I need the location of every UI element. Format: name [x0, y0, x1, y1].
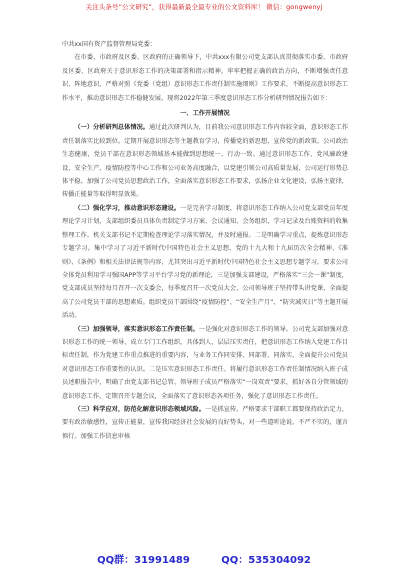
- paragraph-study: [62, 202, 348, 323]
- paragraph-leadership: [62, 323, 348, 403]
- promo-banner: 关注头条号“公文研究”，获得最新最全最专业的公文资料库！ 微信：gongwenyj: [85, 3, 323, 11]
- qq-label: QQ：535304092: [221, 555, 311, 566]
- qq-group-label: QQ群：31991489: [97, 555, 190, 566]
- contact-footer: [0, 551, 408, 566]
- paragraph-text: 通过此次研判认为，目前我公司意识形态工作内容较全面，意识形态工作责任制落实比较到位。定期开展意识形态等主题教育学习，传播党的新思想，宣传党的新政策。公司政治生态健康，党员干部在意识形态领域基本能做到思想统一、行动一致。通过意识形态工作、党风廉政建设、安全生产、疫情防控等中心工作和公司业务高度融合，以党建引领公司高质量发展，公司运行形势总体平稳。加强了公司党员思想政治工作，全面落实意识形态工作要求，弘扬企业文化建设，弘扬主旋律，传播正能量等取得明显效果。: [62, 124, 349, 199]
- section-title: 一、工作开展情况: [180, 110, 230, 118]
- paragraph-lead: （二）强化学习，推动意识形态建设。: [74, 204, 181, 212]
- paragraph-lead: （三）加强领导，落实意识形态工作责任制。: [74, 325, 199, 333]
- intro-paragraph: 在市委、市政府及区委、区政府的正确领导下，中共xxx有限公司党支部认真贯彻落实市委、市政府及区委、区政府关于意识形态工作的决策部署和指示精神，牢牢把握正确的政治方向，不断增强责任意识、阵地意识，严格对照《党委（党组）意识形态工作责任制实施细则》工作要求，不断提高意识形态工作水平，推动意识形态工作稳健发展。现将2022年第三季度意识形态工作分析研判情况报告如下：: [62, 54, 348, 102]
- salutation: 中共xx国有资产监督管理局党委：: [62, 41, 156, 48]
- paragraph-lead: （三）科学应对，防范化解意识形态领域风险。: [74, 405, 205, 413]
- paragraph-analysis: [62, 121, 348, 201]
- paragraph-text: 一是抓宣传。严格要求干部职工都要保持政治定力，要有政治敏感性，宣传正能量，宣传我国经济社会发展的良好势头，对一些道听途说、不严不实的，谨言慎行。加强工作信息审核: [62, 405, 349, 440]
- paragraph-text: 一是完善学习制度，将意识形态工作纳入公司党支部党员年度理论学习计划，支部组织委员具体负责制定学习方案、会议通知、会务组织、学习记录及台账资料的收集整理工作。机关支部书记不定期检查理论学习落实情况，并及时通报。二是明确学习重点，提炼意识形态专题学习。集中学习了习近平新时代中国特色社会主义思想、党的十九大和十九届历次全会精神、《准则》、《条例》和相关法律法规等内容，尤其突出习近平新时代中国特色社会主义思想专题学习。要求公司全体党员利用学习强国APP等学习平台学习党的新理论，三是加强支部建设，严格落实“三会一课”制度，党支部成员坚持每月召开一次支委会，每季度召开一次党员大会，公司领导班子坚持带头讲党课，全面提高了公司党员干部的思想素质。组织党员干部围绕“疫情防控”、“安全生产月”、“防灾减灾日”等主题开展活动。: [62, 204, 349, 320]
- paragraph-lead: （一）分析研判总体情况。: [74, 124, 150, 132]
- paragraph-risk: [62, 403, 348, 443]
- paragraph-text: 一是强化对意识形态工作的领导。公司党支部加强对意识形态工作的统一领导，成立专门工作组织，具体到人，层层压实责任，把意识形态工作纳入党建工作目标责任制，作为党建工作重点推进的重要内容，与业务工作同安排、同部署、同落实，全面提升公司党员对意识形态工作重要性的认识。二是压实意识形态工作责任。将履行意识形态工作责任制情况纳入班子成员述职报告中，明确了由党支部书记总管、领导班子成员严格落实“一岗双责”要求，抓好各自分管领域的意识形态工作，定期召开专题会议，全面落实了意识形态各项任务，强化了意识形态工作责任。: [62, 325, 349, 400]
- document-body: [62, 38, 348, 443]
